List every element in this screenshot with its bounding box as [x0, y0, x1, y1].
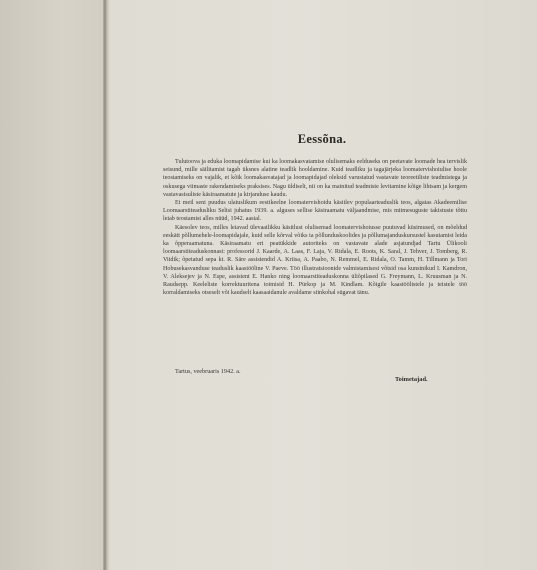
paragraph-2: Et meil seni puudus ulatuslikum eestikeelne loomatervishoidu käsitlev populaarteaduslik teos, algatas Akadeemilise Loomaarstiteadusliku Seltsi juhatus 1939. a. alguses sellise käsiraamatu väljaandmise, mis mitmesuguste takistuste tõttu leiab teostamist alles nüüd, 1942. aastal. [163, 200, 467, 223]
signature: Toimetajad. [395, 376, 428, 383]
paragraph-1: Tulutoova ja eduka loomapidamise kui ka loomakasvatamise olulisemaks eelduseks on peetavate loomade hea tervislik seisund, mille säilitamist tagab üksnes alatine teadlik hooldamine. Kuid teadliku ja tagajärjeka loomatervishoiulise hoole teostamiseks on vajalik, et kõik loomakasvatajad ja loomapidajad oleksid varustatud vastavate teoreetiliste teadmistega ja oskusega viimaste rakendamiseks praksises. Nagu üldiselt, nii on ka mainitud teadmiste levitamine kõige lihtsam ja kergem vastavasisuliste käsiraamatute ja kirjanduse kaudu. [163, 159, 467, 198]
preface-body [163, 158, 467, 297]
left-page-edge [0, 0, 104, 570]
right-page [107, 0, 537, 570]
paragraph-3: Käesolev teos, milles leiavad ülevaatlikku käsitlust olulisemad loomatervishoiusse puutuvad küsimused, on mõeldud eeskätt põllumehele-loomapidajale, kuid selle kõrval võiks ta põllunduskoolides ja põllumajanduskursustel kasutamist leida ka õpperaamatuna. Käsiraamatu eri peatükkide autoriteks on vastavate alade asjatundjad Tartu Ülikooli loomaarstiteaduskonnast: professorid J. Kaarde, A. Laas, F. Laja, V. Ridala, E. Roots, K. Saral, J. Tehver, J. Tomberg, R. Viidik; õpetatud sepa kt. R. Säre assistendid A. Kriisa, A. Paabo, N. Remmel, E. Ridala, O. Tamm, H. Tillmann ja Tori Hobusekasvanduse teaduslik kaastööline V. Paeve. Töö illustratsioonide valmistamisest võtsid osa kunstnikud I. Kamdron, V. Aleksejev ja N. Espe, assistent E. Hanko ning loomaarstiteaduskonna üliõpilased G. Freymann, L. Kruusman ja N. Raudsepp. Keeleliste korrektuuritena toimisid H. Pürkop ja M. Kindlam. Kõigile kaastöölistele ja teistele töö korraldamiseks otseselt või kaudselt kaasaaidanule avaldame siinkohal sügavat tänu. [163, 224, 467, 297]
page-heading: Eessõna. [297, 132, 347, 146]
place-date: Tartus, veebruaris 1942. a. [175, 368, 241, 375]
